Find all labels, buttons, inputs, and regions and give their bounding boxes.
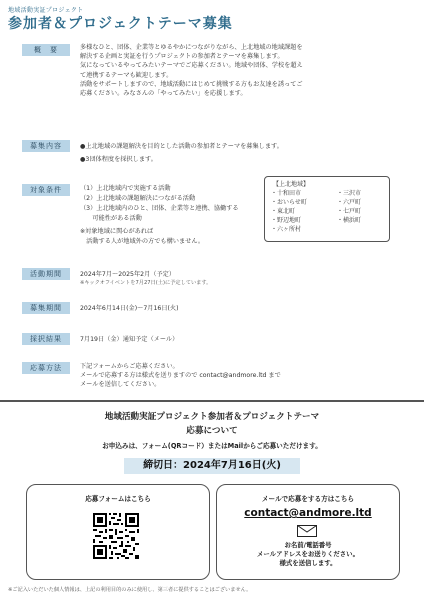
area-item: ・十和田市: [271, 190, 302, 197]
recruit-content-body: [80, 140, 400, 166]
activity-period-text: 2024年7月〜2025年2月（予定）: [80, 271, 176, 278]
area-item: ・六戸町: [337, 199, 362, 206]
page-title: 参加者＆プロジェクトテーマ募集: [8, 16, 233, 32]
area-box: [264, 176, 390, 242]
area-column-1: [271, 189, 307, 234]
overview-line: て連携するテーマも歓迎します。: [80, 71, 173, 79]
area-item: ・横浜町: [337, 217, 362, 224]
area-item: ・六ヶ所村: [271, 226, 302, 233]
overview-line: 応募ください。みなさんの「やってみたい」を応援します。: [80, 90, 247, 98]
overview-line: 多様なひと、団体、企業等とゆるやかにつながりながら、上北地域の地域課題を: [80, 44, 303, 51]
apply-label: 応募方法: [22, 362, 70, 374]
section-divider: [0, 400, 424, 402]
recruit-content-item: ●3団体程度を採択します。: [80, 156, 157, 163]
recruit-content-label: 募集内容: [22, 140, 70, 152]
eligibility-item: （3）上北地域内のひと、団体、企業等と連携、協働する: [80, 205, 239, 212]
mail-instructions: [217, 541, 399, 568]
overview-line: 解決する企画と実証を行うプロジェクトの参加者とテーマを募集します。: [80, 53, 284, 61]
eligibility-body: [80, 184, 260, 247]
area-title: 【上北地域】: [273, 181, 310, 188]
qr-code-icon[interactable]: [93, 513, 139, 559]
area-item: ・東北町: [271, 208, 296, 215]
recruit-period-label: 募集期間: [22, 302, 70, 314]
area-column-2: [337, 189, 361, 225]
apply-line: メールで応募する方は様式を送りますので contact@andmore.ltd まで: [80, 372, 281, 380]
overview-label: 概 要: [22, 44, 70, 56]
overview-line: 気になっているやってみたいテーマでご応募ください。地域や団体、学校を超え: [80, 62, 303, 70]
project-small-title: 地域活動実証プロジェクト: [8, 7, 84, 14]
overview-body: [80, 43, 400, 98]
privacy-footnote: ※ご記入いただいた個人情報は、上記の利用目的のみに使用し、第三者に提供することはございません。: [8, 587, 252, 593]
area-item: ・三沢市: [337, 190, 362, 197]
activity-period-label: 活動期間: [22, 268, 70, 280]
eligibility-label: 対象条件: [22, 184, 70, 196]
apply-line: 下記フォームからご応募ください。: [80, 363, 179, 370]
overview-line: 活動をサポートしますので、地域活動にはじめて挑戦する方もお友達を誘ってご: [80, 80, 303, 88]
mail-instruction-line: お名前/電話番号: [284, 541, 332, 549]
mail-card: [216, 484, 400, 580]
mail-instruction-line: 様式を送信します。: [279, 559, 337, 567]
contact-email-link[interactable]: contact@andmore.ltd: [244, 507, 372, 519]
lower-title-2: 応募について: [186, 426, 238, 436]
eligibility-note: ※対象地域に関心があれば: [80, 228, 154, 235]
apply-line: メールを送信してください。: [80, 381, 161, 389]
recruit-content-item: ●上北地域の課題解決を目的とした活動の参加者とテーマを募集します。: [80, 143, 283, 150]
activity-period-note: ※キックオフイベントを7月27日(土)に予定しています。: [80, 280, 212, 287]
deadline-banner: 締切日：2024年7月16日(火): [124, 458, 300, 474]
form-card-title: 応募フォームはこちら: [85, 495, 151, 503]
eligibility-item: 可能性がある活動: [80, 215, 142, 222]
recruit-period-text: 2024年6月14日(金)〜7月16日(火): [80, 305, 179, 312]
eligibility-item: （1）上北地域内で実施する活動: [80, 185, 171, 192]
area-item: ・野辺地町: [271, 217, 302, 224]
mail-instruction-line: メールアドレスをお送りください。: [257, 550, 359, 558]
activity-period-body: [80, 270, 400, 288]
area-item: ・おいらせ町: [271, 199, 307, 206]
apply-body: [80, 362, 400, 390]
mail-card-title: メールで応募をする方はこちら: [261, 495, 355, 503]
result-text: 7月19日（金）通知予定（メール）: [80, 336, 179, 343]
area-item: ・七戸町: [337, 208, 362, 215]
envelope-icon: [297, 525, 317, 537]
lower-title-1: 地域活動実証プロジェクト参加者＆プロジェクトテーマ: [104, 412, 320, 422]
eligibility-note: 活動する人が地域外の方でも構いません。: [80, 238, 205, 245]
result-label: 採択結果: [22, 333, 70, 345]
eligibility-item: （2）上北地域の課題解決につながる活動: [80, 195, 196, 202]
lower-subtitle: お申込みは、フォーム(QRコード）またはMailからご応募いただけます。: [102, 442, 322, 450]
form-card: [26, 484, 210, 580]
